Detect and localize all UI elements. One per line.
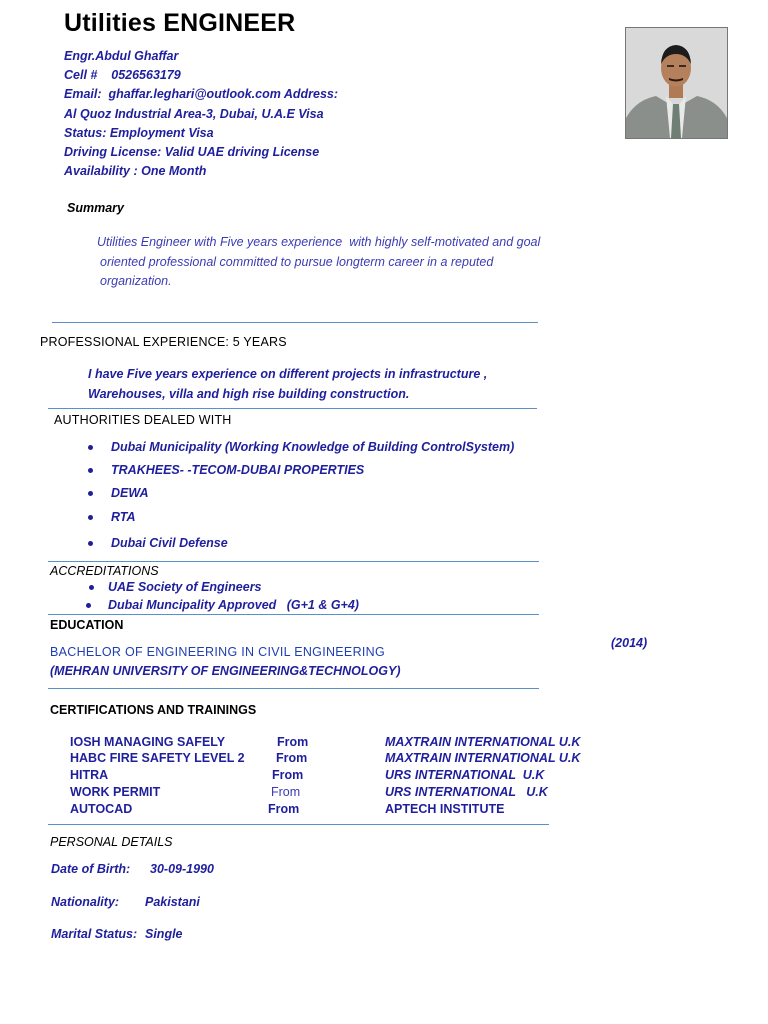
divider [48,408,537,409]
contact-status: Status: Employment Visa [64,126,214,140]
summary-line-3: organization. [100,274,172,288]
nationality-value: Pakistani [145,895,200,909]
summary-heading: Summary [67,201,124,215]
divider [48,614,539,615]
cert-institute: URS INTERNATIONAL U.K [385,785,548,799]
summary-line-2: oriented professional committed to pursue longterm career in a reputed [100,255,494,269]
authority-item: RTA [111,510,136,524]
cert-from: From [271,785,301,799]
personal-heading: PERSONAL DETAILS [50,835,173,849]
summary-line-1: Utilities Engineer with Five years experience with highly self-motivated and goal [97,235,541,249]
bullet-icon [86,603,91,608]
bullet-icon [88,491,93,496]
cert-course: AUTOCAD [70,802,133,816]
contact-name: Engr.Abdul Ghaffar [64,49,179,63]
cert-course: IOSH MANAGING SAFELY [70,735,226,749]
resume-title: Utilities ENGINEER [64,9,296,37]
bullet-icon [88,445,93,450]
authority-item: TRAKHEES- -TECOM-DUBAI PROPERTIES [111,463,365,477]
bullet-icon [89,585,94,590]
marital-label: Marital Status: [51,927,138,941]
accreditations-heading: ACCREDITATIONS [50,564,159,578]
nationality-label: Nationality: [51,895,120,909]
bullet-icon [88,468,93,473]
education-year: (2014) [611,636,648,650]
dob-value: 30-09-1990 [150,862,214,876]
authority-item: Dubai Municipality (Working Knowledge of Building ControlSystem) [111,440,515,454]
cert-from: From [277,735,309,749]
bullet-icon [88,515,93,520]
cert-course: HABC FIRE SAFETY LEVEL 2 [70,751,245,765]
education-heading: EDUCATION [50,618,124,632]
contact-cell: Cell # 0526563179 [64,68,181,82]
accreditation-item: Dubai Muncipality Approved (G+1 & G+4) [108,598,359,612]
cert-institute: MAXTRAIN INTERNATIONAL U.K [385,751,581,765]
divider [48,824,549,825]
experience-line-1: I have Five years experience on different projects in infrastructure , [88,367,488,381]
cert-course: HITRA [70,768,109,782]
profile-photo [625,27,728,139]
cert-from: From [268,802,300,816]
certifications-heading: CERTIFICATIONS AND TRAININGS [50,703,257,717]
bullet-icon [88,541,93,546]
cert-institute: APTECH INSTITUTE [385,802,505,816]
cert-institute: MAXTRAIN INTERNATIONAL U.K [385,735,581,749]
cert-from: From [276,751,308,765]
cert-institute: URS INTERNATIONAL U.K [385,768,545,782]
contact-address: Al Quoz Industrial Area-3, Dubai, U.A.E Visa [64,107,324,121]
authorities-heading: AUTHORITIES DEALED WITH [54,413,232,427]
authority-item: Dubai Civil Defense [111,536,228,550]
education-university: (MEHRAN UNIVERSITY OF ENGINEERING&TECHNOLOGY) [50,664,401,678]
authority-item: DEWA [111,486,149,500]
dob-label: Date of Birth: [51,862,131,876]
education-degree: BACHELOR OF ENGINEERING IN CIVIL ENGINEERING [50,645,386,659]
divider [48,561,539,562]
experience-heading: PROFESSIONAL EXPERIENCE: 5 YEARS [40,335,287,349]
cert-from: From [272,768,304,782]
divider [52,322,538,323]
cert-course: WORK PERMIT [70,785,161,799]
contact-license: Driving License: Valid UAE driving License [64,145,320,159]
divider [48,688,539,689]
person-photo-icon [626,28,727,138]
marital-value: Single [145,927,183,941]
contact-availability: Availability : One Month [64,164,207,178]
contact-email: Email: ghaffar.leghari@outlook.com Address: [64,87,339,101]
experience-line-2: Warehouses, villa and high rise building construction. [88,387,410,401]
accreditation-item: UAE Society of Engineers [108,580,262,594]
